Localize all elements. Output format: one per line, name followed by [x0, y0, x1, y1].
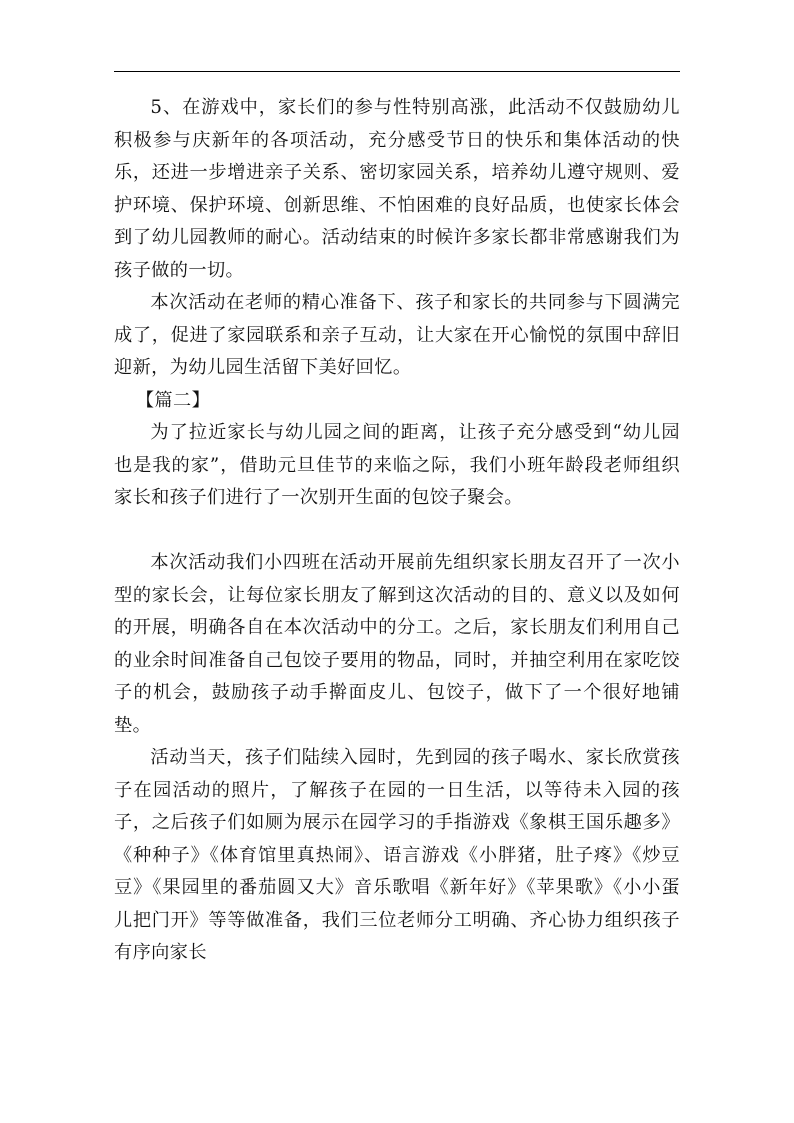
header-rule: [114, 71, 680, 72]
blank-line: [114, 515, 680, 548]
paragraph-preparation: 本次活动我们小四班在活动开展前先组织家长朋友召开了一次小型的家长会，让每位家长朋友了解到这次活动的目的、意义以及如何的开展，明确各自在本次活动中的分工。之后，家长朋友们利用自己的业余时间准备自己包饺子要用的物品，同时，并抽空利用在家吃饺子的机会，鼓励孩子动手擀面皮儿、包饺子，做下了一个很好地铺垫。: [114, 552, 680, 736]
paragraph-activity-summary: 5、在游戏中，家长们的参与性特别高涨，此活动不仅鼓励幼儿积极参与庆新年的各项活动，充分感受节日的快乐和集体活动的快乐，还进一步增进亲子关系、密切家园关系，培养幼儿遵守规则、爱护环境、保护环境、创新思维、不怕困难的良好品质，也使家长体会到了幼儿园教师的耐心。活动结束的时候许多家长都非常感谢我们为孩子做的一切。: [114, 97, 680, 281]
paragraph-activity-day: 活动当天，孩子们陆续入园时，先到园的孩子喝水、家长欣赏孩子在园活动的照片，了解孩子在园的一日生活，以等待未入园的孩子，之后孩子们如厕为展示在园学习的手指游戏《象棋王国乐趣多》《种种子》《体育馆里真热闹》、语言游戏《小胖猪，肚子疼》《炒豆豆》《果园里的番茄圆又大》音乐歌唱《新年好》《苹果歌》《小小蛋儿把门开》等等做准备，我们三位老师分工明确、齐心协力组织孩子有序向家长: [114, 747, 680, 963]
body-text: [114, 92, 680, 970]
section-heading: 【篇二】: [135, 389, 211, 411]
paragraph-introduction: 为了拉近家长与幼儿园之间的距离，让孩子充分感受到“幼儿园也是我的家”，借助元旦佳节的来临之际，我们小班年龄段老师组织家长和孩子们进行了一次别开生面的包饺子聚会。: [114, 422, 680, 508]
paragraph-conclusion: 本次活动在老师的精心准备下、孩子和家长的共同参与下圆满完成了，促进了家园联系和亲子互动，让大家在开心愉悦的氛围中辞旧迎新，为幼儿园生活留下美好回忆。: [114, 292, 680, 378]
